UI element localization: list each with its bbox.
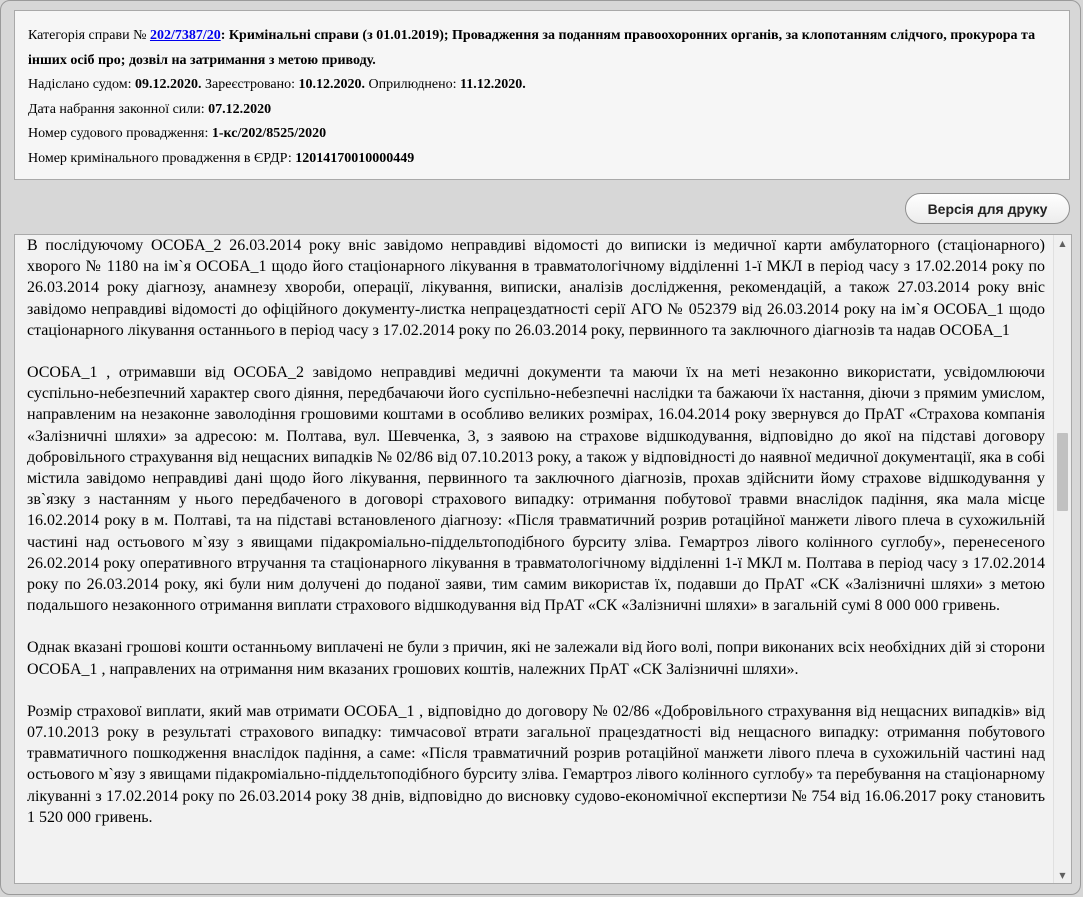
published-date: 11.12.2020. (460, 77, 526, 92)
decision-text (27, 235, 1045, 849)
sent-label: Надіслано судом: (28, 77, 132, 92)
case-category-line (28, 24, 1056, 73)
effective-date-line (28, 98, 1056, 123)
sent-date: 09.12.2020. (135, 77, 202, 92)
decision-paragraph: Розмір страхової виплати, який мав отримати ОСОБА_1 , відповідно до договору № 02/86 «Добровільного страхування від нещасних випадків» від 07.10.2013 року в результаті страхового випадку: тимчасової втрати загальної працездатності від нещасного випадку: отримання побутового травматичного пошкодження внаслідок падіння, а саме: «Після травматичний розрив ротаційної манжети лівого плеча в сухожильній частині над остьового м`язу з явищами підакроміально-піддельтоподібного бурситу зліва. Гемартроз лівого колінного суглобу» та перебування на стаціонарному лікуванні з 17.02.2014 року по 26.03.2014 року 38 днів, відповідно до висновку судово-економічної експертизи № 754 від 16.06.2017 року становить 1 520 000 гривень. (27, 702, 1045, 826)
criminal-case-number: 12014170010000449 (295, 150, 415, 166)
criminal-case-number-label: Номер кримінального провадження в ЄРДР: (28, 150, 292, 166)
scroll-up-arrow-icon[interactable]: ▲ (1059, 238, 1066, 248)
case-number-link[interactable]: 202/7387/20 (149, 28, 221, 43)
decision-paragraph: Однак вказані грошові кошти останньому виплачені не були з причин, які не залежали від його волі, попри виконаних всіх необхідних дій зі сторони ОСОБА_1 , направлених на отримання ним вказаних грошових коштів, належних ПрАТ «СК Залізничні шляхи». (27, 639, 1045, 678)
decision-paragraph: ОСОБА_1 , отримавши від ОСОБА_2 завідомо неправдиві медичні документи та маючи їх на меті незаконно використати, усвідомлюючи суспільно-небезпечний характер свого діяння, передбачаючи його суспільно-небезпечні наслідки та бажаючи їх настання, діючи з прямим умислом, направленим на незаконне заволодіння грошовими коштами в особливо великих розмірах, 16.04.2014 року звернувся до ПрАТ «Страхова компанія «Залізничні шляхи» за адресою: м. Полтава, вул. Шевченка, 3, з заявою на страхове відшкодування, відповідно до якої на підставі договору добровільного страхування від нещасних випадків № 02/86 від 07.10.2013 року, а також у відповідності до наявної медичної документації, яка в собі містила завідомо неправдиві дані щодо його лікування, первинного та заключного діагнозів, прохав здійснити йому страхове відшкодування у зв`язку з настанням у нього передбаченого в договорі страхового випадку: отримання побутової травми внаслідок падіння, яка мала місце 16.02.2014 року в м. Полтаві, та на підставі встановленого діагнозу: «Після травматичний розрив ротаційної манжети лівого плеча в сухожильній частині над остьового м`язу з явищами підакроміально-піддельтоподібного бурситу зліва. Гемартроз лівого колінного суглобу», перенесеного 26.02.2014 року оперативного втручання та стаціонарного лікування в травматологічному відділенні 1-ї МКЛ м. Полтава в період часу з 17.02.2014 року по 26.03.2014 року, які були ним долучені до поданої заяви, тим самим використав їх, подавши до ПрАТ «СК «Залізничні шляхи» з метою подальшого незаконного отримання виплати страхового відшкодування від ПрАТ «СК «Залізничні шляхи» в загальній сумі 8 000 000 гривень. (27, 364, 1045, 615)
registered-label: Зареєстровано: (205, 77, 295, 92)
print-version-button[interactable]: Версія для друку (905, 193, 1070, 224)
decision-paragraph: В послідуючому ОСОБА_2 26.03.2014 року вніс завідомо неправдиві відомості до виписки із медичної карти амбулаторного (стаціонарного) хворого № 1180 на ім`я ОСОБА_1 щодо його стаціонарного лікування в травматологічному відділенні 1-ї МКЛ в період часу з 17.02.2014 року по 26.03.2014 року діагнозу, анамнезу хвороби, операції, лікування, виписки, аналізів дослідження, рекомендацій, а також 27.03.2014 року вніс завідомо неправдиві відомості до офіційного документу-листка непрацездатності серії АГО № 052379 від 26.03.2014 року на ім`я ОСОБА_1 щодо стаціонарного лікування останнього в період часу з 17.02.2014 року по 26.03.2014 року, первинного та заключного діагнозів та надав ОСОБА_1 (27, 237, 1045, 339)
case-category-value: : Кримінальні справи (з 01.01.2019); Провадження за поданням правоохоронних органів, за клопотанням слідчого, прокурора та інших осіб про; дозвіл на затримання з метою приводу. (28, 28, 1036, 68)
case-info-panel (14, 10, 1070, 180)
effective-date-label: Дата набрання законної сили: (28, 101, 205, 117)
criminal-case-number-line (28, 147, 1056, 172)
court-case-number: 1-кс/202/8525/2020 (211, 126, 327, 141)
published-label: Оприлюднено: (368, 77, 457, 92)
decision-text-area[interactable] (14, 234, 1072, 884)
court-case-number-line (28, 122, 1056, 147)
scroll-thumb[interactable] (1057, 433, 1068, 511)
registered-date: 10.12.2020. (298, 77, 365, 92)
court-case-number-label: Номер судового провадження: (28, 126, 209, 141)
vertical-scrollbar[interactable] (1053, 235, 1071, 883)
effective-date: 07.12.2020 (208, 101, 272, 117)
case-category-label: Категорія справи № (28, 28, 147, 43)
scroll-down-arrow-icon[interactable]: ▼ (1059, 870, 1066, 880)
case-dates-line (28, 73, 1056, 98)
